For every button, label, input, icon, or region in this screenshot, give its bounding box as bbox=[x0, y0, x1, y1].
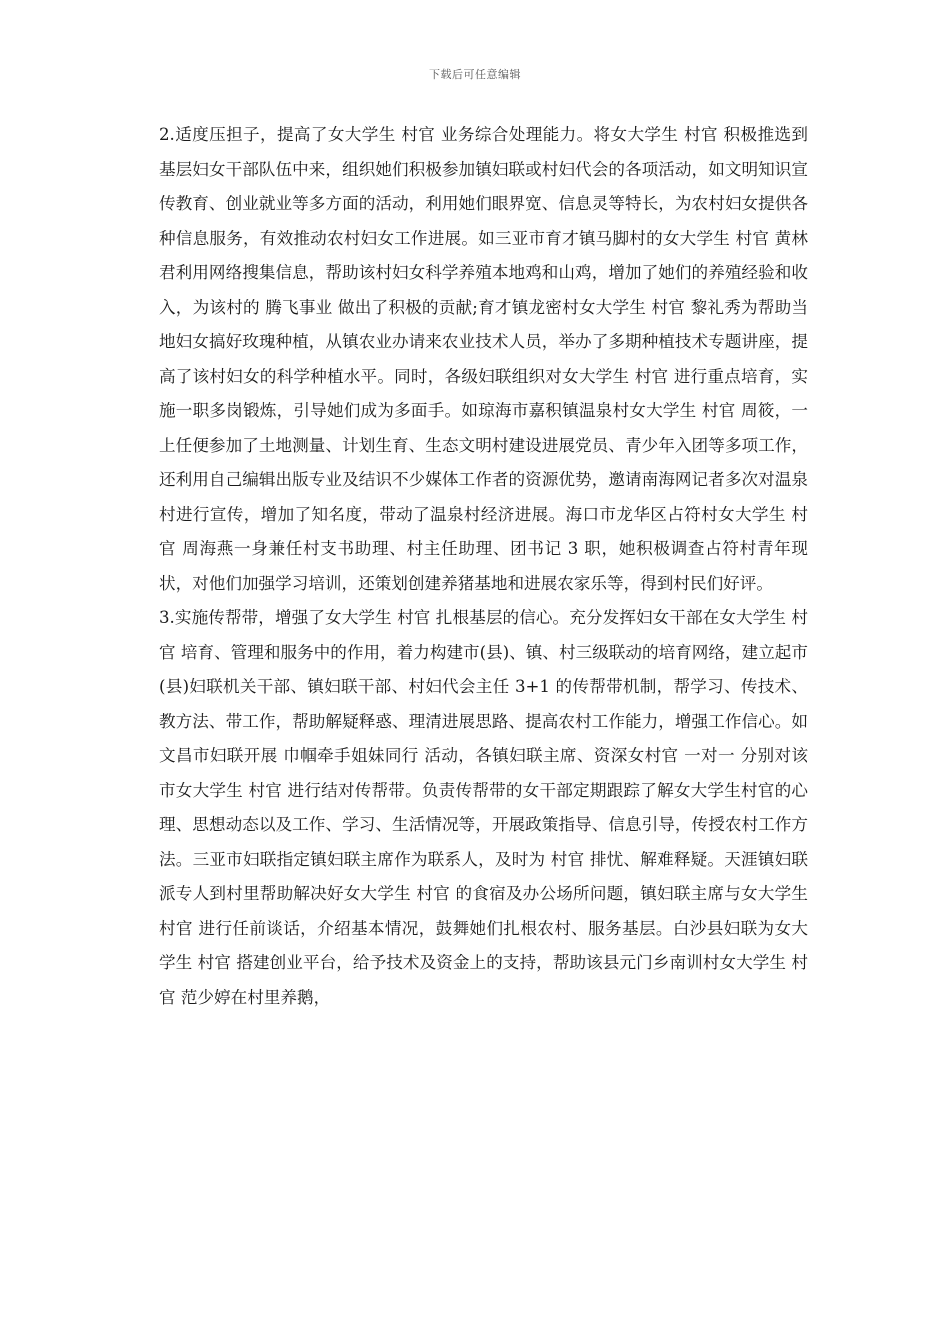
paragraph-3: 3.实施传帮带，增强了女大学生 村官 扎根基层的信心。充分发挥妇女干部在女大学生 村官 培育、管理和服务中的作用，着力构建市(县)、镇、村三级联动的培育网络，建立起市(县)妇联机关干部、镇妇联干部、村妇代会主任 3+1 的传帮带机制，帮学习、传技术、教方法、带工作，帮助解疑释惑、理清进展思路、提高农村工作能力，增强工作信心。如文昌市妇联开展 巾帼牵手姐妹同行 活动，各镇妇联主席、资深女村官 一对一 分别对该市女大学生 村官 进行结对传帮带。负责传帮带的女干部定期跟踪了解女大学生村官的心理、思想动态以及工作、学习、生活情况等，开展政策指导、信息引导，传授农村工作方法。三亚市妇联指定镇妇联主席作为联系人，及时为 村官 排忧、解难释疑。天涯镇妇联派专人到村里帮助解决好女大学生 村官 的食宿及办公场所问题，镇妇联主席与女大学生 村官 进行任前谈话，介绍基本情况，鼓舞她们扎根农村、服务基层。白沙县妇联为女大学生 村官 搭建创业平台，给予技术及资金上的支持，帮助该县元门乡南训村女大学生 村官 范少婷在村里养鹅， bbox=[159, 608, 808, 1007]
document-body bbox=[145, 118, 808, 1015]
paragraph-2: 2.适度压担子，提高了女大学生 村官 业务综合处理能力。将女大学生 村官 积极推选到基层妇女干部队伍中来，组织她们积极参加镇妇联或村妇代会的各项活动，如文明知识宣传教育、创业就业等多方面的活动，利用她们眼界宽、信息灵等特长，为农村妇女提供各种信息服务，有效推动农村妇女工作进展。如三亚市育才镇马脚村的女大学生 村官 黄林君利用网络搜集信息，帮助该村妇女科学养殖本地鸡和山鸡，增加了她们的养殖经验和收入，为该村的 腾飞事业 做出了积极的贡献;育才镇龙密村女大学生 村官 黎礼秀为帮助当地妇女搞好玫瑰种植，从镇农业办请来农业技术人员，举办了多期种植技术专题讲座，提高了该村妇女的科学种植水平。同时，各级妇联组织对女大学生 村官 进行重点培育，实施一职多岗锻炼，引导她们成为多面手。如琼海市嘉积镇温泉村女大学生 村官 周筱，一上任便参加了土地测量、计划生育、生态文明村建设进展党员、青少年入团等多项工作，还利用自己编辑出版专业及结识不少媒体工作者的资源优势，邀请南海网记者多次对温泉村进行宣传，增加了知名度，带动了温泉村经济进展。海口市龙华区占符村女大学生 村官 周海燕一身兼任村支书助理、村主任助理、团书记 3 职，她积极调查占符村青年现状，对他们加强学习培训，还策划创建养猪基地和进展农家乐等，得到村民们好评。 bbox=[159, 125, 808, 593]
page-header: 下载后可任意编辑 bbox=[429, 68, 521, 81]
